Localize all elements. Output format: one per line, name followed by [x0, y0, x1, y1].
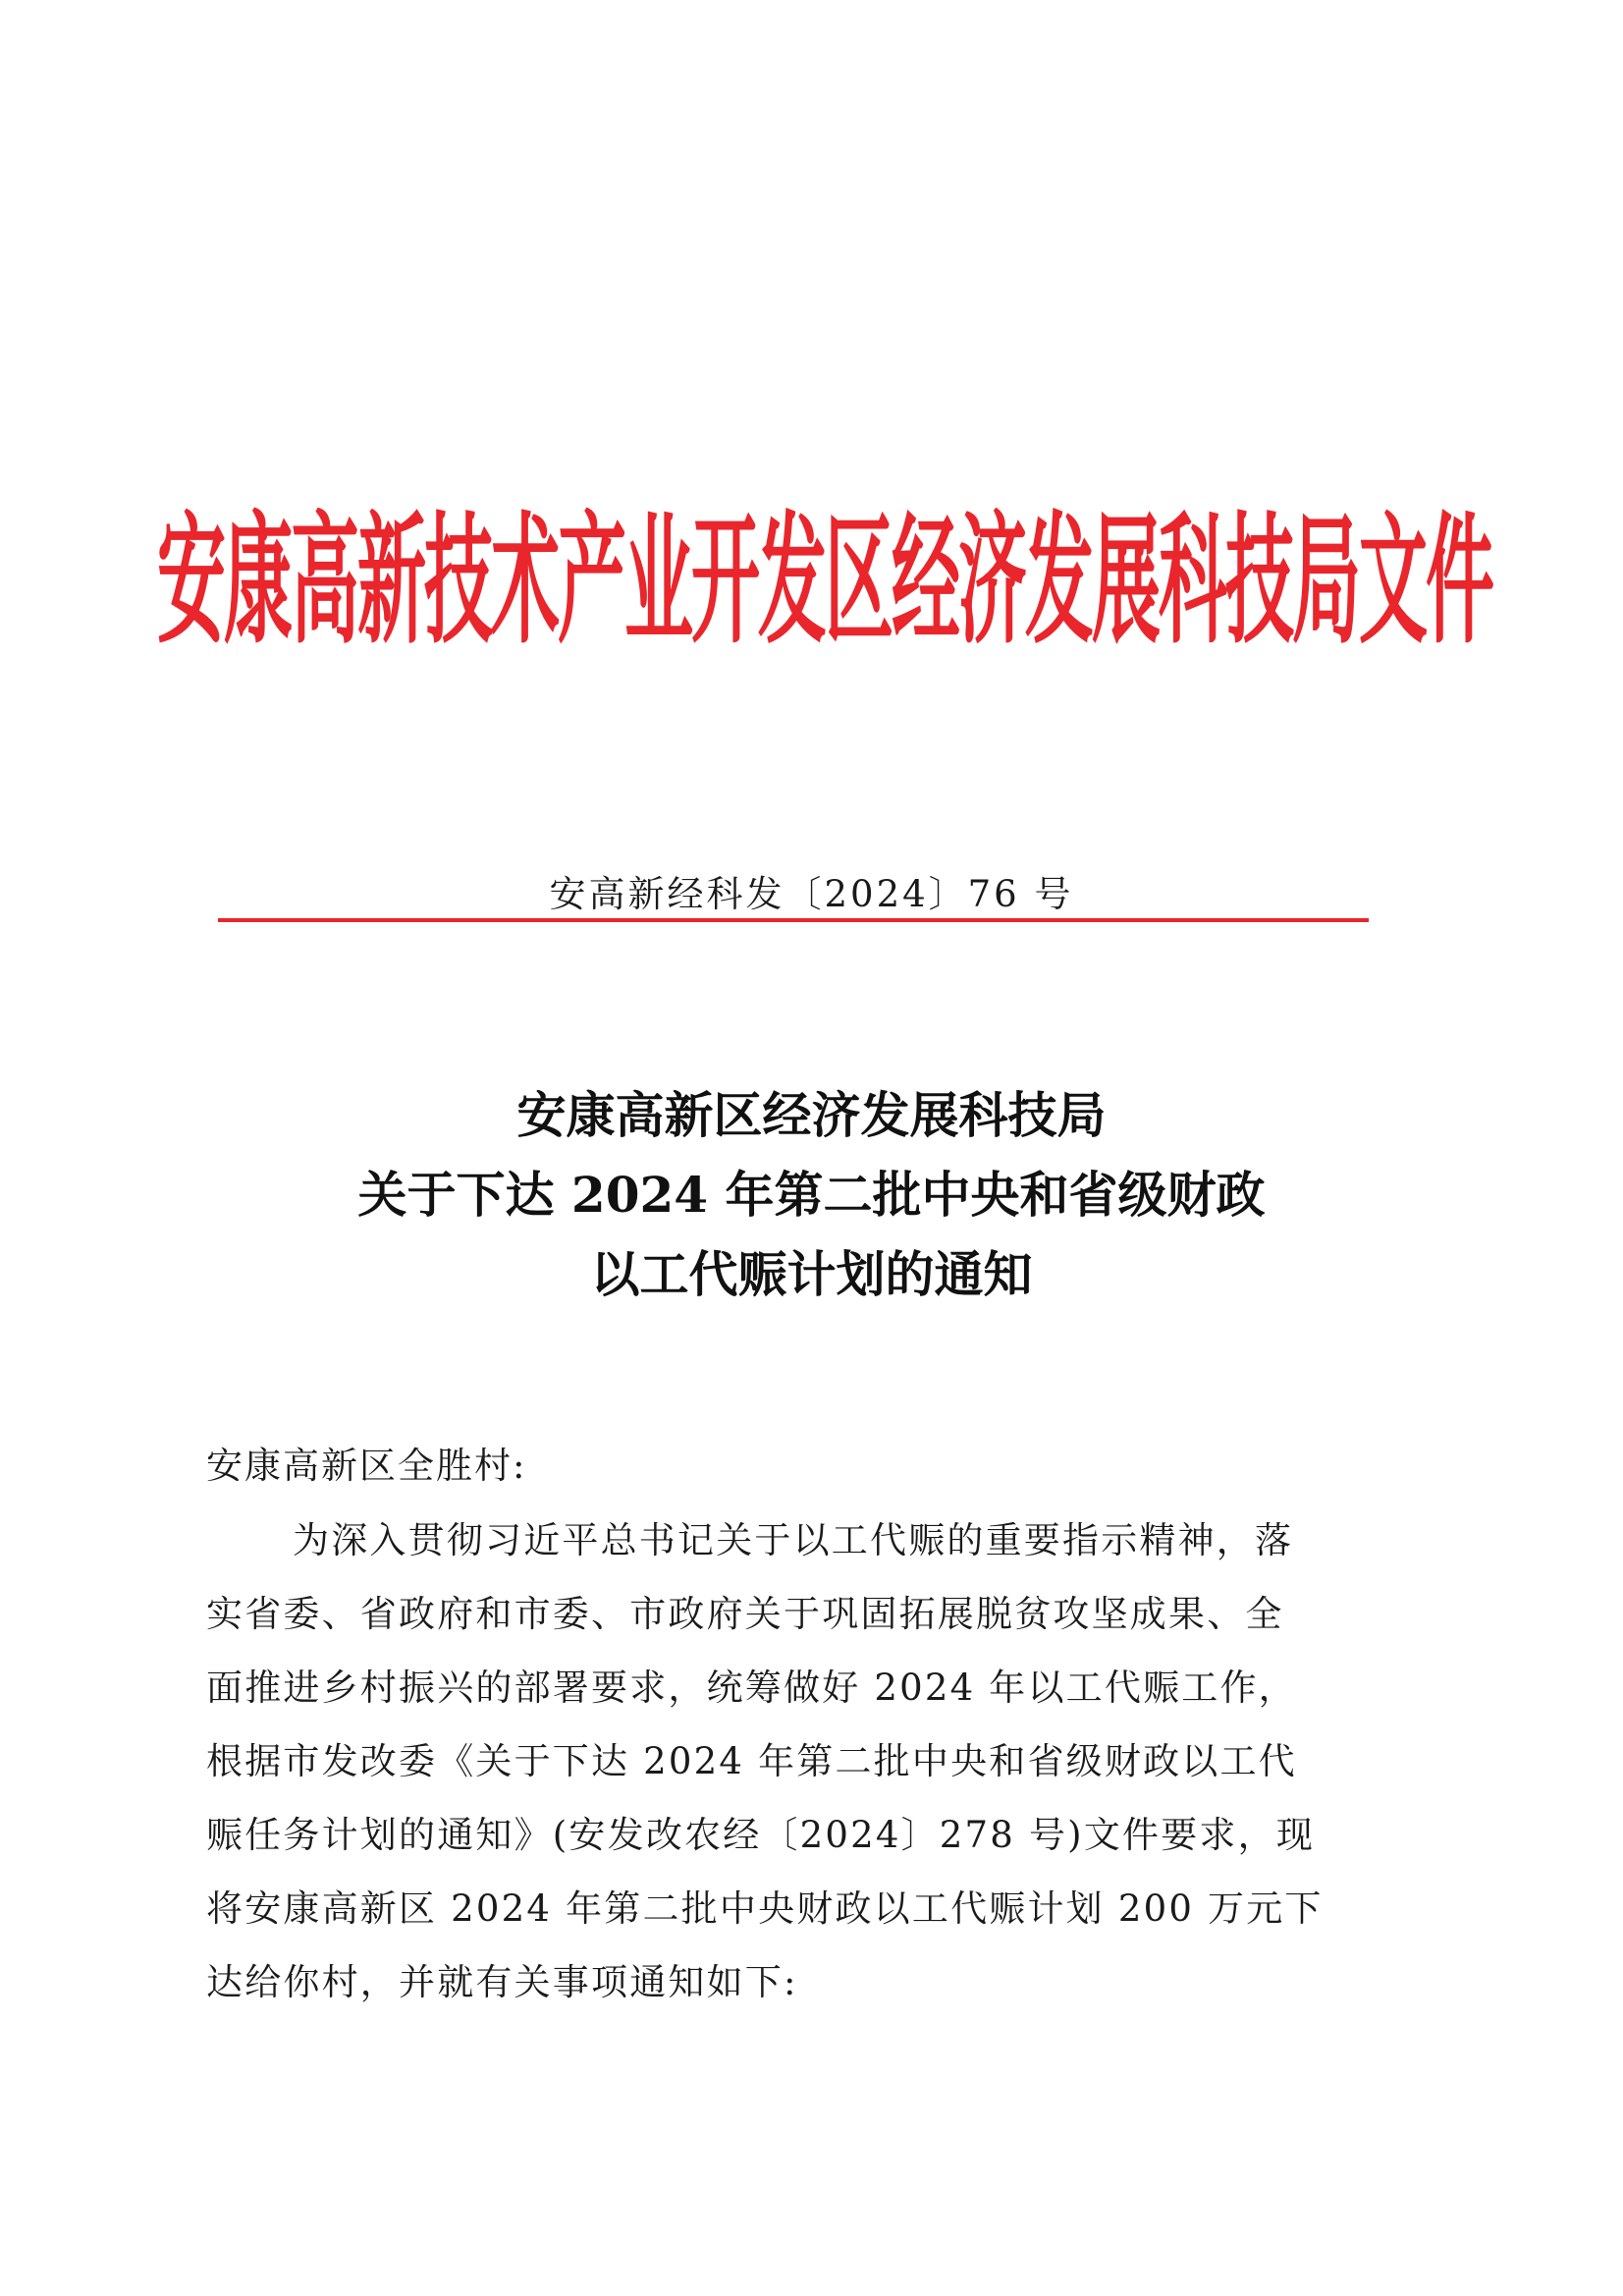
body-line: 达给你村，并就有关事项通知如下:: [206, 1961, 798, 2003]
notice-title-line: 关于下达 2024 年第二批中央和省级财政: [357, 1166, 1266, 1224]
masthead: [157, 447, 1492, 692]
body-line: 将安康高新区 2024 年第二批中央财政以工代赈计划 200 万元下: [206, 1887, 1324, 1930]
masthead-title: 安康高新技术产业开发区经济发展科技局文件: [157, 498, 1492, 664]
body-line: 实省委、省政府和市委、市政府关于巩固拓展脱贫攻坚成果、全: [206, 1593, 1284, 1635]
salutation: 安康高新区全胜村:: [206, 1445, 527, 1487]
notice-title-line: 安康高新区经济发展科技局: [516, 1086, 1107, 1144]
red-divider-line: [218, 918, 1369, 922]
notice-title: [0, 1075, 1623, 1314]
body-line: 为深入贯彻习近平总书记关于以工代赈的重要指示精神，落: [293, 1519, 1294, 1561]
body-line: 根据市发改委《关于下达 2024 年第二批中央和省级财政以工代: [206, 1740, 1297, 1782]
body-text: [206, 1429, 1424, 2019]
notice-title-line: 以工代赈计划的通知: [590, 1245, 1033, 1303]
document-number: 安高新经科发〔2024〕76 号: [549, 873, 1074, 915]
body-line: 赈任务计划的通知》(安发改农经〔2024〕278 号)文件要求，现: [206, 1814, 1316, 1856]
body-line: 面推进乡村振兴的部署要求，统筹做好 2024 年以工代赈工作，: [206, 1667, 1297, 1709]
